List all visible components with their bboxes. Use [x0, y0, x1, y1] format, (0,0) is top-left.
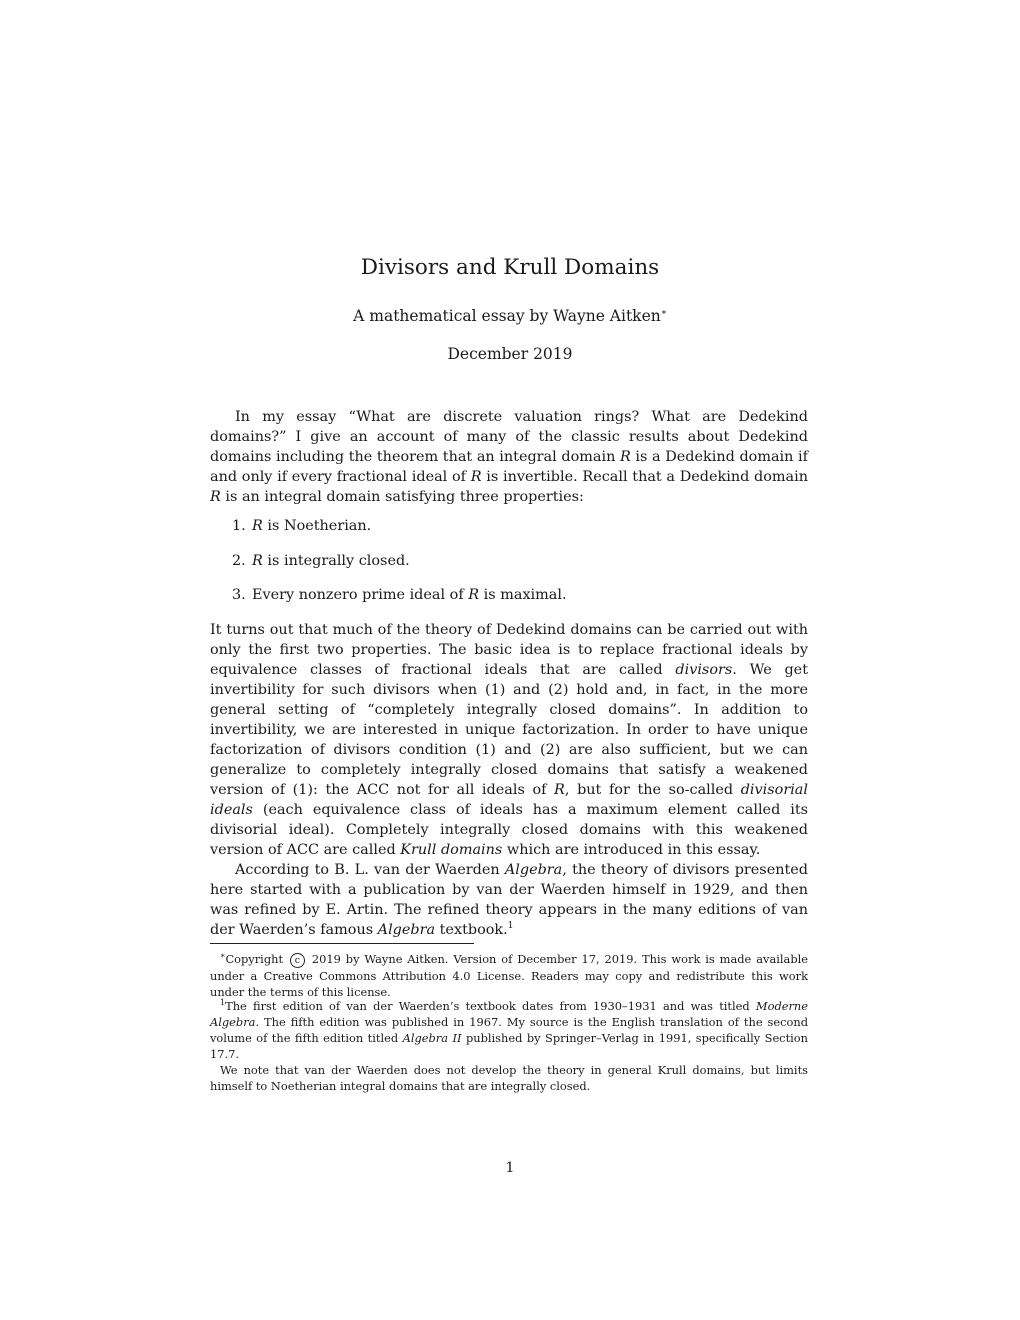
history-text-3: textbook.	[435, 922, 508, 938]
intro-text-3: is invertible. Recall that a Dedekind domain	[481, 469, 808, 485]
emphasis-moderne-algebra: Moderne Algebra	[210, 999, 808, 1029]
footnote-1	[210, 998, 808, 1062]
emphasis-algebra: Algebra	[504, 862, 563, 878]
math-var-r: R	[554, 782, 565, 798]
list-item	[232, 587, 567, 603]
emphasis-algebra: Algebra	[377, 922, 436, 938]
paper-title: Divisors and Krull Domains	[360, 255, 660, 280]
author-line	[0, 307, 1020, 325]
footnote-copyright	[210, 951, 808, 1000]
main-text-3: , but for the so-called	[564, 782, 741, 798]
emphasis-krull-domains: Krull domains	[400, 842, 503, 858]
list-number: 1.	[232, 518, 246, 534]
list-item	[232, 553, 410, 569]
intro-text-4: is an integral domain satisfying three properties:	[220, 489, 584, 505]
list-number: 3.	[232, 587, 246, 603]
footnote-text: . The fifth edition was published in 1967. My source is the English translation of the second volume of the fifth edition titled	[210, 1015, 808, 1045]
main-text-4: (each equivalence class of ideals has a maximum element called its divisorial ideal). Completely integrally closed domains with this weakened version of ACC are called	[210, 802, 808, 858]
list-number: 2.	[232, 553, 246, 569]
emphasis-algebra-ii: Algebra II	[402, 1031, 462, 1045]
main-text-1: It turns out that much of the theory of Dedekind domains can be carried out with only the first two properties. The basic idea is to replace fractional ideals by equivalence classes of fractional ideals that are called	[210, 622, 808, 678]
main-text-5: which are introduced in this essay.	[502, 842, 761, 858]
main-text-2: . We get invertibility for such divisors when (1) and (2) hold and, in fact, in the more general setting of “completely integrally closed domains”. In addition to invertibility, we are interested in unique factorization. In order to have unique factorization of divisors condition (1) and (2) are also sufficient, but we can generalize to completely integrally closed domains that satisfy a weakened version of (1): the ACC not for all ideals of	[210, 662, 808, 798]
page-number: 1	[505, 1160, 515, 1176]
footnote-mark: 1	[220, 998, 226, 1008]
footnote-ref-1[interactable]: 1	[507, 921, 514, 932]
intro-text-2: is a Dedekind domain if and only if every fractional ideal of	[210, 449, 808, 485]
history-text-1: According to B. L. van der Waerden	[235, 862, 505, 878]
footnote-text: We note that van der Waerden does not develop the theory in general Krull domains, but limits himself to Noetherian integral domains that are integrally closed.	[210, 1063, 808, 1093]
emphasis-divisorial-ideals: divisorial ideals	[210, 782, 808, 818]
math-var-r: R	[210, 489, 221, 505]
history-text-2: , the theory of divisors presented here started with a publication by van der Waerden himself in 1929, and then was refined by E. Artin. The refined theory appears in the many editions of van der Waerden’s famous	[210, 862, 808, 938]
list-text: Every nonzero prime ideal of	[252, 587, 469, 603]
math-var-r: R	[468, 587, 480, 603]
intro-text-1: In my essay “What are discrete valuation rings? What are Dedekind domains?” I give an account of many of the classic results about Dedekind domains including the theorem that an integral domain	[210, 409, 808, 465]
main-paragraph	[210, 620, 808, 860]
author-footnote-mark: ∗	[660, 307, 667, 318]
footnote-text: 2019 by Wayne Aitken. Version of December 17, 2019. This work is made available under a Creative Commons Attribution 4.0 License. Readers may copy and redistribute this work under the terms of this license.	[210, 952, 808, 999]
footnote-1-continued	[210, 1062, 808, 1094]
copyright-icon: c	[290, 953, 305, 968]
emphasis-divisors: divisors	[675, 662, 733, 678]
footnote-mark: ∗	[220, 951, 226, 961]
footnote-text: The first edition of van der Waerden’s textbook dates from 1930–1931 and was titled	[225, 999, 756, 1013]
math-var-r: R	[470, 469, 482, 485]
footnote-rule	[210, 943, 474, 944]
math-var-r: R	[252, 553, 263, 569]
history-paragraph	[210, 860, 808, 940]
footnote-text: published by Springer–Verlag in 1991, specifically Section 17.7.	[210, 1031, 808, 1061]
list-item	[232, 518, 371, 534]
intro-paragraph	[210, 407, 808, 507]
list-text: is Noetherian.	[262, 518, 372, 534]
author-text: A mathematical essay by Wayne Aitken	[353, 307, 661, 325]
footnote-text: Copyright	[225, 952, 284, 966]
list-text: is integrally closed.	[262, 553, 410, 569]
list-text: is maximal.	[479, 587, 567, 603]
math-var-r: R	[619, 449, 631, 465]
paper-date: December 2019	[447, 345, 573, 363]
main-paragraphs	[210, 620, 808, 940]
math-var-r: R	[252, 518, 263, 534]
